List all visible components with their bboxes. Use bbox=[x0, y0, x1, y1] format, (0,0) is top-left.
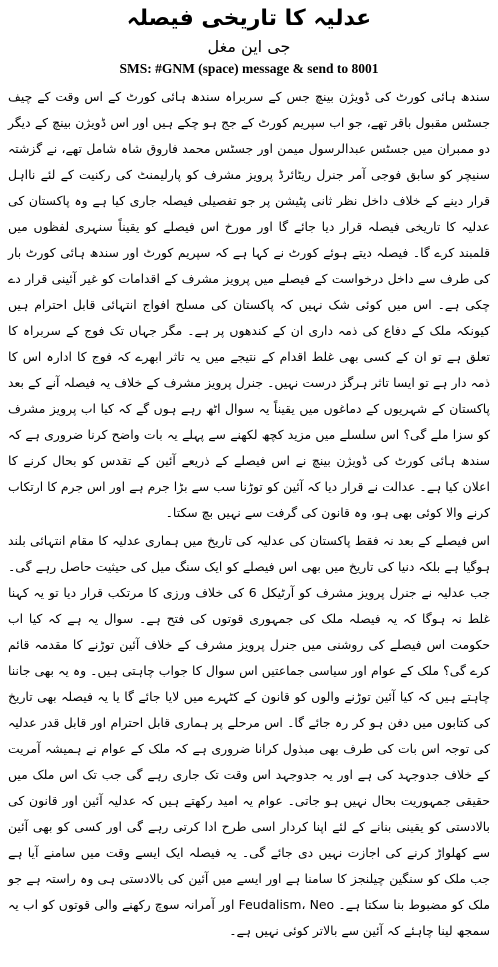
article-paragraph: اس فیصلے کے بعد نہ فقط پاکستان کی عدلیہ کی تاریخ میں ہماری عدلیہ کا مقام انتہائی بلند ہوگیا ہے بلکہ دنیا کی تاریخ میں بھی اس فیصلے کو ایک سنگ میل کی حیثیت حاصل رہے گی۔ جب عدلیہ نے جنرل پرویز مشرف کو آرٹیکل 6 کی خلاف ورزی کا مرتکب قرار دیا تو یہ کہنا غلط نہ ہوگا کہ یہ فیصلہ ملک کی جمہوری قوتوں کی فتح ہے۔ سوال یہ ہے کہ کیا اب حکومت اس فیصلے کی روشنی میں جنرل پرویز مشرف کے خلاف آئین توڑنے کا مقدمہ قائم کرے گی؟ ملک کے عوام اور سیاسی جماعتیں اس سوال کا جواب چاہتی ہیں۔ وہ یہ بھی جاننا چاہتے ہیں کہ کیا آئین توڑنے والوں کو قانون کے کٹہرے میں لایا جائے گا یا یہ فیصلہ بھی تاریخ کی کتابوں میں دفن ہو کر رہ جائے گا۔ اس مرحلے پر ہماری قابل احترام اور قابل قدر عدلیہ کی توجہ اس بات کی طرف بھی مبذول کرانا ضروری ہے کہ ملک کے عوام نے ہمیشہ آمریت کے خلاف جدوجہد کی ہے اور یہ جدوجہد اس وقت تک جاری رہے گی جب تک اس ملک میں حقیقی جمہوریت بحال نہیں ہو جاتی۔ عوام یہ امید رکھتے ہیں کہ عدلیہ آئین اور قانون کی بالادستی کو یقینی بنانے کے لئے اپنا کردار اسی طرح ادا کرتی رہے گی اور کسی کو بھی آئین سے کھلواڑ کرنے کی اجازت نہیں دی جائے گی۔ یہ فیصلہ ایک ایسے وقت میں سامنے آیا ہے جب ملک کو سنگین چیلنجز کا سامنا ہے اور ایسے میں آئین کی بالادستی ہی وہ راستہ ہے جو ملک کو مضبوط بنا سکتا ہے۔ Feudalism، Neo اور آمرانہ سوچ رکھنے والی قوتوں کو اب یہ سمجھ لینا چاہئے کہ آئین سے بالاتر کوئی نہیں ہے۔ bbox=[8, 533, 490, 938]
article-title: عدلیہ کا تاریخی فیصلہ bbox=[126, 6, 372, 31]
article-body bbox=[8, 84, 490, 944]
author-name: جی این مغل bbox=[207, 37, 291, 56]
article-paragraph: سندھ ہائی کورٹ کی ڈویژن بینچ جس کے سربراہ سندھ ہائی کورٹ کے اس وقت کے چیف جسٹس مقبول باقر تھے، جو اب سپریم کورٹ کے جج ہو چکے ہیں اور اس ڈویژن بینچ کے دیگر دو ممبران میں جسٹس عبدالرسول میمن اور جسٹس محمد فاروق شاہ شامل تھے، نے گزشتہ سنیچر کو سابق فوجی آمر جنرل ریٹائرڈ پرویز مشرف کو پارلیمنٹ کی رکنیت کے لئے نااہل قرار دینے کے خلاف داخل نظر ثانی پٹیشن پر جو تفصیلی فیصلہ جاری کیا ہے وہ پاکستان کی عدلیہ کا تاریخی فیصلہ قرار دیا جائے گا اور مورخ اس فیصلے کو یقیناً سنہری لفظوں میں قلمبند کرے گا۔ فیصلہ دیتے ہوئے کورٹ نے کہا ہے کہ سپریم کورٹ اور سندھ ہائی کورٹ بار کی طرف سے داخل درخواست کے فیصلے میں پرویز مشرف کے اقدامات کو غیر آئینی قرار دے چکی ہے۔ اس میں کوئی شک نہیں کہ پاکستان کی مسلح افواج انتہائی قابل احترام ہیں کیونکہ ملک کے دفاع کی ذمہ داری ان کے کندھوں پر ہے۔ مگر جہاں تک فوج کے سربراہ کا تعلق ہے تو ان کے کسی بھی غلط اقدام کے نتیجے میں یہ تاثر ابھرے کہ فوج کا ادارہ اس کا ذمہ دار ہے تو ایسا تاثر ہرگز درست نہیں۔ جنرل پرویز مشرف کے خلاف یہ فیصلہ آنے کے بعد پاکستان کے شہریوں کے دماغوں میں یقیناً یہ سوال اٹھ رہے ہوں گے کہ کیا اب پرویز مشرف کو سزا ملے گی؟ اس سلسلے میں مزید کچھ لکھنے سے پہلے یہ بات واضح کرنا ضروری ہے کہ سندھ ہائی کورٹ کی ڈویژن بینچ نے اس فیصلے کے ذریعے آئین کے تقدس کو بحال کرنے کا اعلان کیا ہے۔ عدالت نے قرار دیا کہ آئین کو توڑنا سب سے بڑا جرم ہے اور اس جرم کا ارتکاب کرنے والا کوئی بھی ہو، وہ قانون کی گرفت سے نہیں بچ سکتا۔ bbox=[8, 89, 490, 520]
sms-instruction: SMS: #GNM (space) message & send to 8001 bbox=[119, 61, 379, 76]
